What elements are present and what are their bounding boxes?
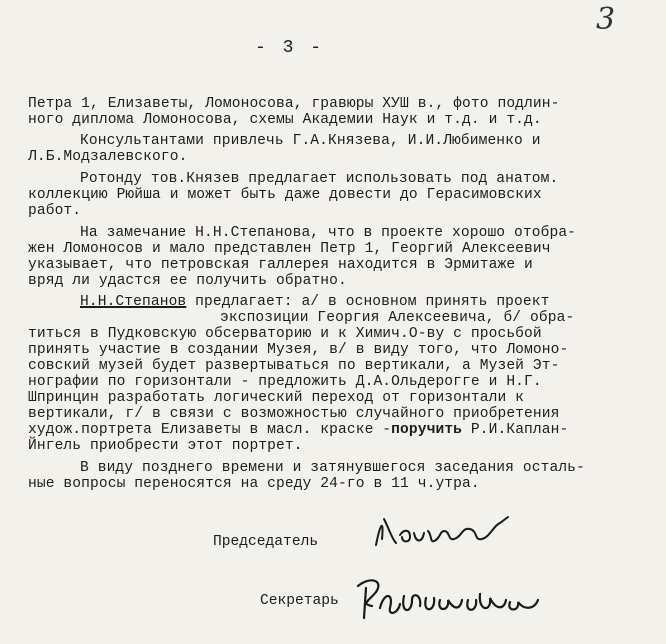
- text-line: Йнгель приобрести этот портрет.: [28, 438, 303, 454]
- text-span: худож.портрета Елизаветы в масл. краске -: [28, 422, 392, 438]
- text-line: указывает, что петровская галлерея находится в Эрмитаже и: [28, 257, 533, 273]
- text-line: Консультантами привлечь Г.А.Князева, И.И.Любименко и: [80, 133, 541, 149]
- text-line: жен Ломоносов и мало представлен Петр 1, Георгий Алексеевич: [28, 241, 551, 257]
- text-line: работ.: [28, 203, 82, 219]
- text-line: коллекцию Рюйша и может быть даже довести до Герасимовских: [28, 187, 542, 203]
- text-line: Л.Б.Модзалевского.: [28, 149, 188, 165]
- text-line: В виду позднего времени и затянувшегося заседания осталь-: [80, 460, 585, 476]
- text-line: Ротонду тов.Князев предлагает использовать под анатом.: [80, 171, 559, 187]
- text-line: Шпринцин разработать логический переход от горизонтали к: [28, 390, 525, 406]
- text-line: нографии по горизонтали - предложить Д.А.Ольдерогге и Н.Г.: [28, 374, 542, 390]
- text-line: титься в Пудковскую обсерваторию и к Химич.О-ву с просьбой: [28, 326, 542, 342]
- text-line: Петра 1, Елизаветы, Ломоносова, гравюры ХУШ в., фото подлин-: [28, 96, 560, 112]
- text-line: принять участие в создании Музея, в/ в виду того, что Ломоно-: [28, 342, 569, 358]
- secretary-label: Секретарь: [260, 593, 339, 609]
- text-line: вертикали, г/ в связи с возможностью случайного приобретения: [28, 406, 560, 422]
- text-span: Р.И.Каплан-: [462, 422, 569, 438]
- bold-text: поручить: [391, 422, 463, 438]
- text-line: совский музей будет развертываться по вертикали, а Музей Эт-: [28, 358, 560, 374]
- text-line: ные вопросы переносятся на среду 24-го в 11 ч.утра.: [28, 476, 480, 492]
- page-number: - 3 -: [255, 38, 325, 58]
- text-line: [28, 422, 568, 438]
- handwritten-page-number: 3: [596, 2, 616, 37]
- text-line: На замечание Н.Н.Степанова, что в проекте хорошо отобра-: [80, 225, 577, 241]
- underlined-name: Н.Н.Степанов: [80, 294, 187, 310]
- text-span: предлагает: а/ в основном принять проект: [186, 294, 550, 310]
- chairman-label: Председатель: [213, 534, 319, 550]
- text-line: экспозиции Георгия Алексеевича, б/ обра-: [220, 310, 575, 326]
- chairman-signature-image: [370, 505, 530, 560]
- text-line: [80, 294, 549, 310]
- secretary-signature-image: [350, 566, 565, 626]
- text-line: вряд ли удастся ее получить обратно.: [28, 273, 347, 289]
- text-line: ного диплома Ломоносова, схемы Академии Наук и т.д. и т.д.: [28, 112, 542, 128]
